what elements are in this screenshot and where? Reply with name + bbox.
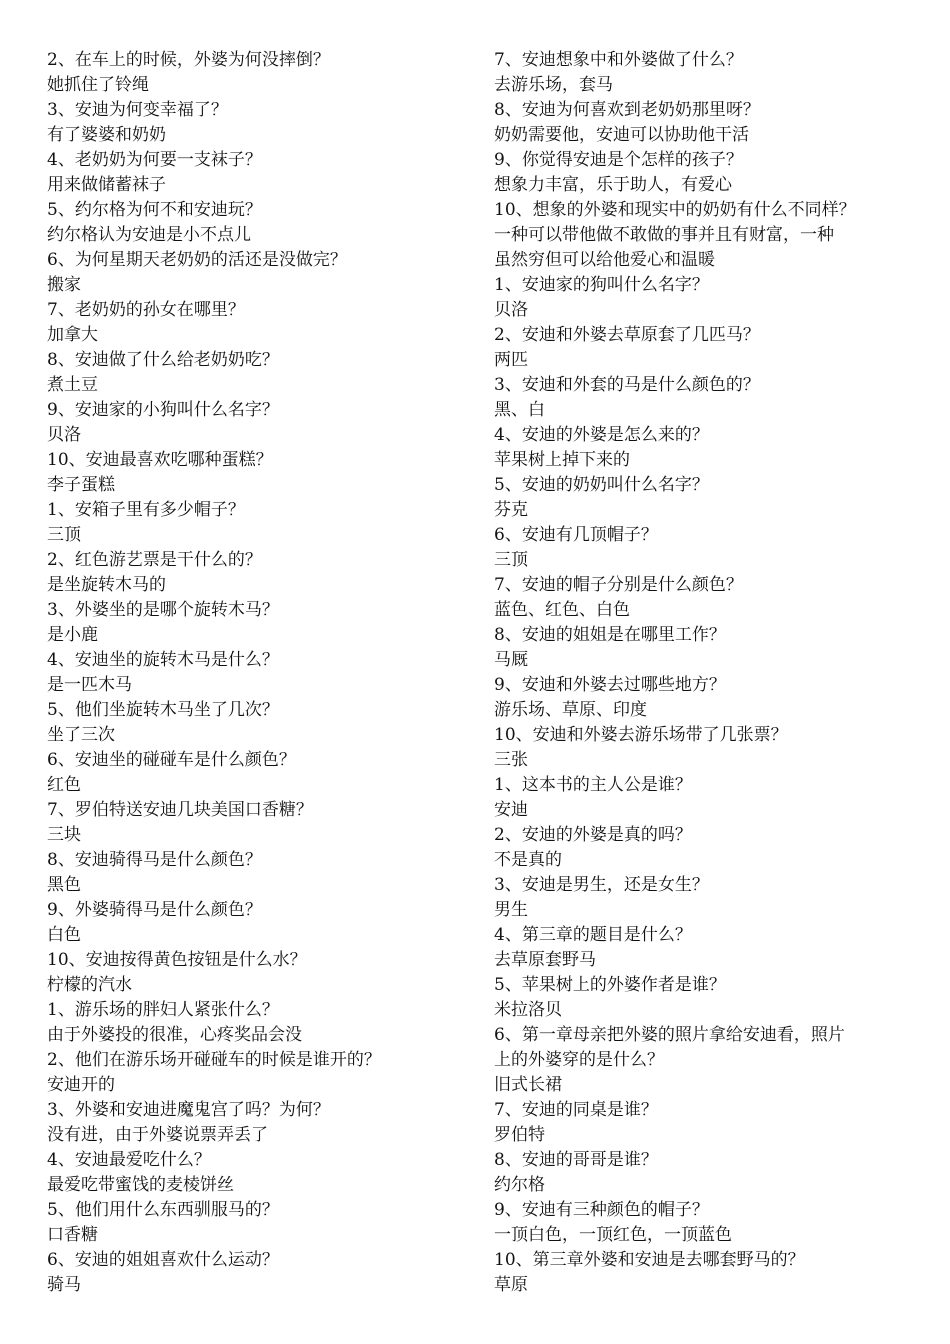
answer-line: 柠檬的汽水 (47, 975, 132, 995)
question-line: 10、安迪按得黄色按钮是什么水？ (47, 950, 307, 970)
question-line: 7、老奶奶的孙女在哪里？ (47, 300, 245, 320)
question-line: 9、安迪有三种颜色的帽子？ (494, 1200, 709, 1220)
question-line: 10、想象的外婆和现实中的奶奶有什么不同样？ (494, 200, 856, 220)
answer-line: 虽然穷但可以给他爱心和温暖 (494, 250, 715, 270)
answer-line: 贝洛 (494, 300, 528, 320)
answer-line: 一顶白色，一顶红色，一顶蓝色 (494, 1225, 732, 1245)
question-line: 4、安迪最爱吃什么？ (47, 1150, 211, 1170)
right-column (494, 48, 914, 1298)
question-line: 10、第三章外婆和安迪是去哪套野马的？ (494, 1250, 805, 1270)
answer-line: 三块 (47, 825, 81, 845)
question-line: 8、安迪为何喜欢到老奶奶那里呀？ (494, 100, 760, 120)
question-line: 7、安迪想象中和外婆做了什么？ (494, 50, 743, 70)
answer-line: 不是真的 (494, 850, 562, 870)
answer-line: 是坐旋转木马的 (47, 575, 166, 595)
answer-line: 三顶 (494, 550, 528, 570)
question-line: 6、安迪的姐姐喜欢什么运动？ (47, 1250, 279, 1270)
question-line: 3、安迪为何变幸福了？ (47, 100, 228, 120)
answer-line: 李子蛋糕 (47, 475, 115, 495)
answer-line: 一种可以带他做不敢做的事并且有财富，一种 (494, 225, 834, 245)
answer-line: 蓝色、红色、白色 (494, 600, 630, 620)
question-line: 1、这本书的主人公是谁？ (494, 775, 692, 795)
answer-line: 安迪开的 (47, 1075, 115, 1095)
answer-line: 骑马 (47, 1275, 81, 1295)
answer-line: 约尔格认为安迪是小不点儿 (47, 225, 251, 245)
question-line: 8、安迪做了什么给老奶奶吃？ (47, 350, 279, 370)
question-line: 1、游乐场的胖妇人紧张什么？ (47, 1000, 279, 1020)
question-line: 2、他们在游乐场开碰碰车的时候是谁开的？ (47, 1050, 381, 1070)
question-line: 9、安迪家的小狗叫什么名字？ (47, 400, 279, 420)
answer-line: 加拿大 (47, 325, 98, 345)
question-line: 10、安迪最喜欢吃哪种蛋糕？ (47, 450, 273, 470)
question-line: 7、安迪的同桌是谁？ (494, 1100, 658, 1120)
answer-line: 罗伯特 (494, 1125, 545, 1145)
answer-line: 她抓住了铃绳 (47, 75, 149, 95)
question-line: 2、红色游艺票是干什么的？ (47, 550, 262, 570)
answer-line: 搬家 (47, 275, 81, 295)
question-line: 4、第三章的题目是什么？ (494, 925, 692, 945)
answer-line: 安迪 (494, 800, 528, 820)
answer-line: 由于外婆投的很准，心疼奖品会没 (47, 1025, 302, 1045)
answer-line: 米拉洛贝 (494, 1000, 562, 1020)
question-line: 4、安迪的外婆是怎么来的？ (494, 425, 709, 445)
question-line: 1、安箱子里有多少帽子？ (47, 500, 245, 520)
answer-line: 白色 (47, 925, 81, 945)
question-line: 3、外婆坐的是哪个旋转木马？ (47, 600, 279, 620)
question-line: 5、约尔格为何不和安迪玩？ (47, 200, 262, 220)
question-line: 6、第一章母亲把外婆的照片拿给安迪看，照片 (494, 1025, 845, 1045)
left-column (47, 48, 467, 1298)
question-line: 10、安迪和外婆去游乐场带了几张票？ (494, 725, 788, 745)
answer-line: 芬克 (494, 500, 528, 520)
answer-line: 游乐场、草原、印度 (494, 700, 647, 720)
question-line: 6、为何星期天老奶奶的活还是没做完？ (47, 250, 347, 270)
answer-line: 上的外婆穿的是什么？ (494, 1050, 664, 1070)
question-line: 1、安迪家的狗叫什么名字？ (494, 275, 709, 295)
question-line: 3、安迪是男生，还是女生？ (494, 875, 709, 895)
question-line: 2、安迪和外婆去草原套了几匹马？ (494, 325, 760, 345)
answer-line: 三顶 (47, 525, 81, 545)
answer-line: 用来做储蓄袜子 (47, 175, 166, 195)
question-line: 4、老奶奶为何要一支袜子？ (47, 150, 262, 170)
answer-line: 黑、白 (494, 400, 545, 420)
question-line: 8、安迪骑得马是什么颜色？ (47, 850, 262, 870)
question-line: 2、安迪的外婆是真的吗？ (494, 825, 692, 845)
question-line: 7、罗伯特送安迪几块美国口香糖？ (47, 800, 313, 820)
answer-line: 红色 (47, 775, 81, 795)
question-line: 3、安迪和外套的马是什么颜色的？ (494, 375, 760, 395)
answer-line: 去游乐场，套马 (494, 75, 613, 95)
question-line: 5、他们坐旋转木马坐了几次？ (47, 700, 279, 720)
answer-line: 有了婆婆和奶奶 (47, 125, 166, 145)
answer-line: 没有进，由于外婆说票弄丢了 (47, 1125, 268, 1145)
question-line: 5、安迪的奶奶叫什么名字？ (494, 475, 709, 495)
question-line: 9、外婆骑得马是什么颜色？ (47, 900, 262, 920)
answer-line: 是一匹木马 (47, 675, 132, 695)
answer-line: 马厩 (494, 650, 528, 670)
answer-line: 苹果树上掉下来的 (494, 450, 630, 470)
answer-line: 坐了三次 (47, 725, 115, 745)
question-line: 7、安迪的帽子分别是什么颜色？ (494, 575, 743, 595)
answer-line: 最爱吃带蜜饯的麦棱饼丝 (47, 1175, 234, 1195)
answer-line: 男生 (494, 900, 528, 920)
answer-line: 草原 (494, 1275, 528, 1295)
answer-line: 奶奶需要他，安迪可以协助他干活 (494, 125, 749, 145)
answer-line: 想象力丰富，乐于助人，有爱心 (494, 175, 732, 195)
question-line: 8、安迪的哥哥是谁？ (494, 1150, 658, 1170)
question-line: 2、在车上的时候，外婆为何没摔倒？ (47, 50, 330, 70)
answer-line: 约尔格 (494, 1175, 545, 1195)
answer-line: 是小鹿 (47, 625, 98, 645)
answer-line: 煮土豆 (47, 375, 98, 395)
question-line: 6、安迪有几顶帽子？ (494, 525, 658, 545)
question-line: 9、你觉得安迪是个怎样的孩子？ (494, 150, 743, 170)
answer-line: 两匹 (494, 350, 528, 370)
question-line: 6、安迪坐的碰碰车是什么颜色？ (47, 750, 296, 770)
question-line: 3、外婆和安迪进魔鬼宫了吗？为何？ (47, 1100, 330, 1120)
answer-line: 三张 (494, 750, 528, 770)
question-line: 5、苹果树上的外婆作者是谁？ (494, 975, 726, 995)
question-line: 8、安迪的姐姐是在哪里工作？ (494, 625, 726, 645)
answer-line: 去草原套野马 (494, 950, 596, 970)
question-line: 4、安迪坐的旋转木马是什么？ (47, 650, 279, 670)
answer-line: 黑色 (47, 875, 81, 895)
question-line: 9、安迪和外婆去过哪些地方？ (494, 675, 726, 695)
answer-line: 贝洛 (47, 425, 81, 445)
answer-line: 旧式长裙 (494, 1075, 562, 1095)
question-line: 5、他们用什么东西驯服马的？ (47, 1200, 279, 1220)
answer-line: 口香糖 (47, 1225, 98, 1245)
